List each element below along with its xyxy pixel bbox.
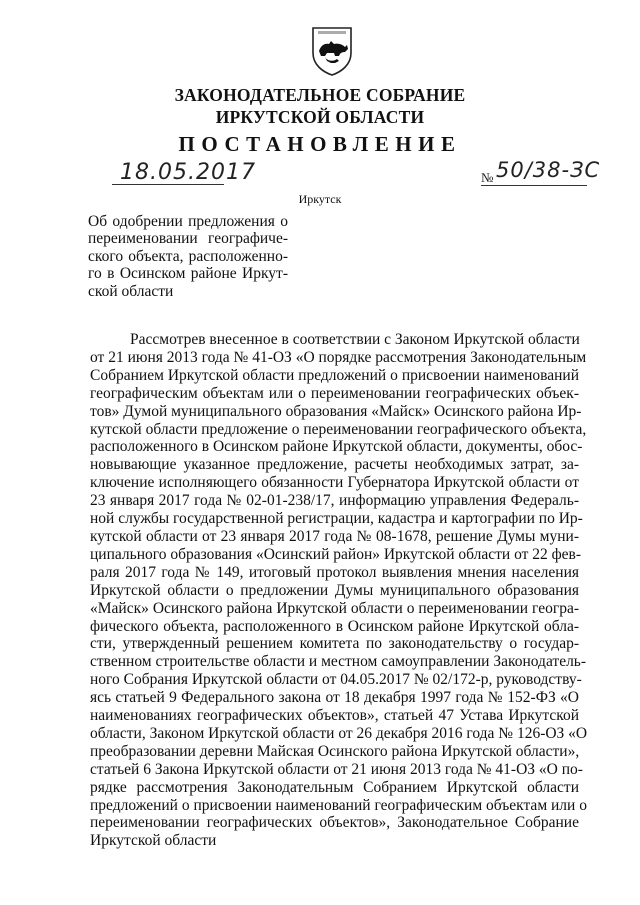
body-line: преобразовании деревни Майская Осинского района Иркутской области», [90, 742, 580, 760]
number-underline [481, 185, 587, 186]
body-line: наименованиях географических объектов», статьей 47 Устава Иркутской [90, 707, 579, 725]
handwritten-document-number: 50/38-ЗС [496, 158, 601, 182]
body-line: 23 января 2017 года № 02-01-238/17, информацию управления Федераль- [90, 492, 579, 510]
body-line: ной службы государственной регистрации, кадастра и картографии по Ир- [90, 510, 583, 528]
body-line: фического объекта, расположенного в Осинском районе Иркутской обла- [90, 617, 579, 635]
subject-line: ской области [88, 282, 174, 300]
subject-line: Об одобрении предложения о [88, 213, 288, 230]
body-line: сти, утвержденный решением комитета по законодательству о государ- [90, 635, 579, 653]
document-subject [88, 213, 288, 300]
document-body [90, 331, 588, 850]
subject-line: переименовании географиче- [88, 230, 288, 248]
city-name: Иркутск [298, 192, 342, 206]
body-line: от 21 июня 2013 года № 41-ОЗ «О порядке рассмотрения Законодательным [90, 348, 587, 366]
organization-name-line2: ИРКУТСКОЙ ОБЛАСТИ [215, 107, 425, 127]
body-line: ного Собрания Иркутской области от 04.05.2017 № 02/172-р, руководству- [90, 671, 582, 689]
document-type-title: ПОСТАНОВЛЕНИЕ [178, 132, 462, 156]
body-line: ципального образования «Осинский район» Иркутской области от 22 фев- [90, 545, 582, 563]
body-line: статьей 6 Закона Иркутской области от 21 июня 2013 года № 41-ОЗ «О по- [90, 760, 583, 778]
handwritten-date: 18.05.2017 [120, 160, 256, 185]
body-line: предложений о присвоении наименований географическим объектам или о [90, 796, 587, 814]
body-line: тов» Думой муниципального образования «Майск» Осинского района Ир- [90, 402, 582, 420]
body-line: кутской области от 23 января 2017 года № 08-1678, решение Думы муни- [90, 527, 579, 545]
body-line: ясь статьей 9 Федерального закона от 18 декабря 1997 года № 152-ФЗ «О [90, 689, 579, 707]
body-line: Собранием Иркутской области предложений о присвоении наименований [90, 366, 579, 384]
body-line: географическим объектам или о переименовании географических объек- [90, 384, 579, 402]
body-line: рядке рассмотрения Законодательным Собранием Иркутской области [90, 778, 579, 796]
body-line: расположенного в Осинском районе Иркутской области, документы, обос- [90, 438, 583, 456]
body-line: ственном строительстве области и местном самоуправлении Законодатель- [90, 653, 587, 671]
body-line: Иркутской области [90, 832, 217, 850]
body-line: Иркутской области о предложении Думы муниципального образования [90, 581, 579, 599]
body-line: «Майск» Осинского района Иркутской области о переименовании геогра- [90, 599, 579, 617]
body-line: переименовании географических объектов», Законодательное Собрание [90, 814, 579, 832]
number-sign: № [481, 170, 494, 185]
body-line: раля 2017 года № 149, итоговый протокол выявления мнения населения [90, 563, 579, 581]
body-line: Рассмотрев внесенное в соответствии с Законом Иркутской области [130, 331, 580, 348]
subject-line: ского объекта, расположенно- [88, 247, 288, 265]
organization-name-line1: ЗАКОНОДАТЕЛЬНОЕ СОБРАНИЕ [174, 85, 466, 105]
body-line: области, Законом Иркутской области от 26 декабря 2016 года № 126-ОЗ «О [90, 724, 588, 742]
coat-of-arms-icon [309, 25, 355, 77]
body-line: ключение исполняющего обязанности Губернатора Иркутской области от [90, 474, 579, 492]
body-line: новывающие указанное предложение, расчеты необходимых затрат, за- [90, 456, 579, 474]
subject-line: го в Осинском районе Иркут- [88, 265, 288, 283]
body-line: кутской области предложение о переименовании географического объекта, [90, 420, 587, 438]
date-underline [112, 184, 224, 185]
